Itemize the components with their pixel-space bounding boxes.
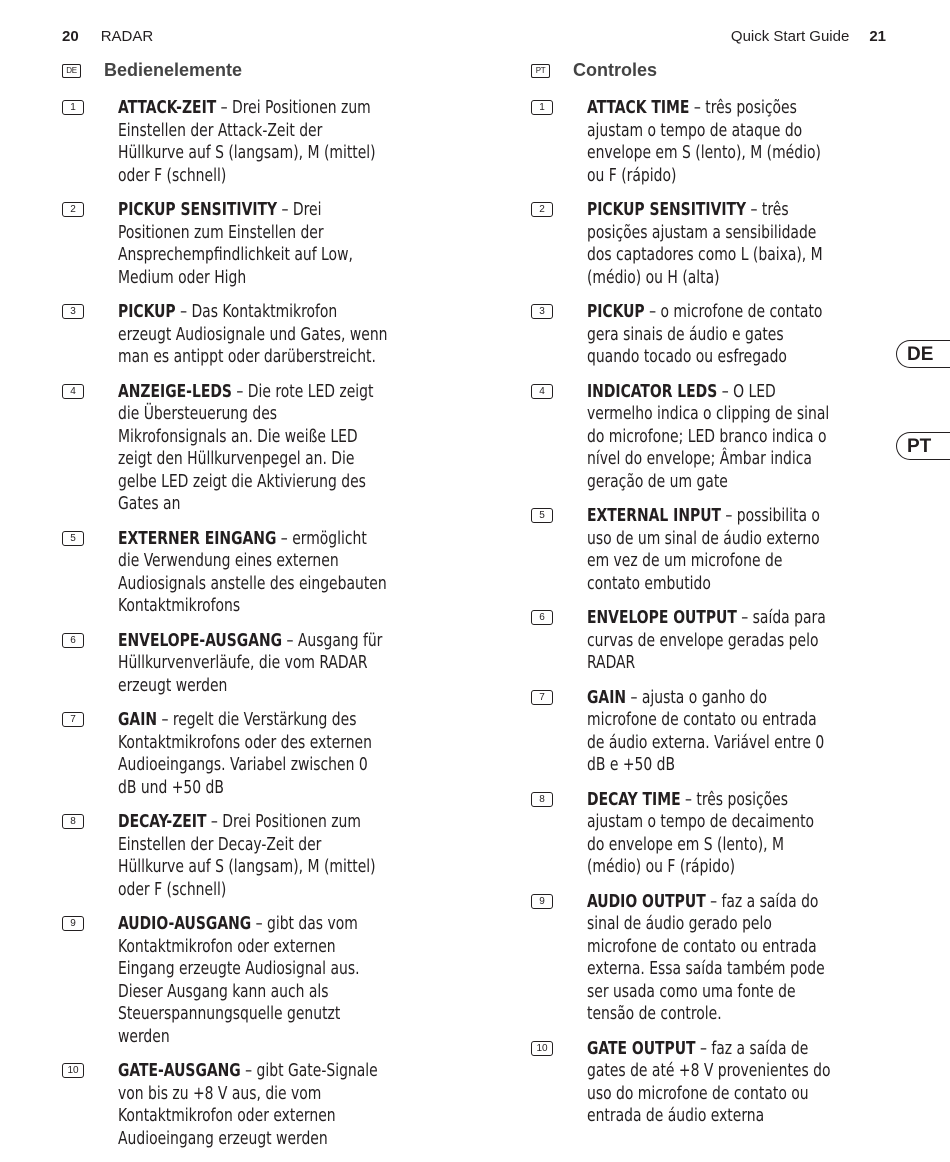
item-body: – regelt die Verstärkung des Kontaktmikrofons oder des externen Audioeingangs. Variabel zwischen 0 dB und +50 dB (118, 709, 372, 798)
left-section-heading (62, 60, 242, 81)
item-description (587, 789, 836, 879)
page-number: 20 (62, 28, 79, 45)
controls-list-pt (531, 97, 876, 1140)
item-body: – Die rote LED zeigt die Übersteuerung des Mikrofonsignals an. Die weiße LED zeigt den Hüllkurvenpegel an. Die gelbe LED zeigt die Aktivierung des Gates an (118, 380, 374, 514)
list-item (62, 97, 432, 187)
controls-list-de (62, 97, 432, 1162)
item-number-badge: 2 (531, 202, 553, 217)
list-item (62, 381, 432, 516)
item-number-badge: 9 (531, 894, 553, 909)
item-title: ANZEIGE-LEDS (118, 380, 232, 402)
item-title: EXTERNER EINGANG (118, 527, 277, 549)
item-number-badge: 6 (62, 633, 84, 648)
item-description (118, 301, 388, 369)
list-item (531, 381, 876, 494)
item-title: EXTERNAL INPUT (587, 505, 721, 526)
item-body: – gibt Gate-Signale von bis zu +8 V aus, die vom Kontaktmikrofon oder externen Audioeingang erzeugt werden (118, 1060, 378, 1149)
item-body: – Ausgang für Hüllkurvenverläufe, die vom RADAR erzeugt werden (118, 629, 383, 696)
running-title: Quick Start Guide (730, 28, 850, 45)
item-number-badge: 1 (62, 100, 84, 115)
item-description (587, 505, 836, 595)
item-body: – Drei Positionen zum Einstellen der Attack-Zeit der Hüllkurve auf S (langsam), M (mittel) oder F (schnell) (118, 97, 376, 186)
item-title: AUDIO-AUSGANG (118, 913, 252, 934)
item-description (587, 891, 836, 1026)
item-description (118, 913, 388, 1048)
item-description (587, 687, 836, 777)
item-title: ENVELOPE OUTPUT (587, 607, 737, 628)
language-code-badge: DE (62, 64, 81, 78)
item-description (118, 199, 388, 289)
item-number-badge: 4 (531, 384, 553, 399)
item-description (587, 381, 836, 494)
list-item (531, 607, 876, 675)
list-item (62, 811, 432, 901)
item-body: – faz a saída de gates de até +8 V provenientes do uso do microfone de contato ou entrada de áudio externa (587, 1037, 831, 1126)
item-description (587, 301, 836, 369)
item-description (118, 630, 388, 698)
item-number-badge: 7 (531, 690, 553, 705)
item-number-badge: 5 (531, 508, 553, 523)
item-description (118, 709, 388, 799)
item-title: GATE OUTPUT (587, 1037, 696, 1059)
item-description (587, 1038, 836, 1128)
item-body: – Das Kontaktmikrofon erzeugt Audiosignale und Gates, wenn man es antippt oder darüberstreicht. (118, 301, 388, 367)
item-body: – o microfone de contato gera sinais de áudio e gates quando tocado ou esfregado (587, 301, 823, 367)
item-description (118, 381, 388, 516)
item-number-badge: 8 (531, 792, 553, 807)
item-title: ENVELOPE-AUSGANG (118, 629, 283, 651)
item-body: – ajusta o ganho do microfone de contato ou entrada de áudio externa. Variável entre 0 dB e +50 dB (587, 686, 825, 775)
item-title: PICKUP (587, 301, 645, 322)
item-body: – três posições ajustam o tempo de ataque do envelope em S (lento), M (médio) ou F (rápido) (587, 97, 821, 186)
list-item (531, 301, 876, 369)
item-body: – ermöglicht die Verwendung eines externen Audiosignals anstelle des eingebauten Kontaktmikrofons (118, 527, 387, 616)
list-item (62, 199, 432, 289)
item-title: PICKUP SENSITIVITY (587, 199, 747, 220)
item-title: PICKUP SENSITIVITY (118, 199, 278, 220)
item-number-badge: 7 (62, 712, 84, 727)
item-body: – saída para curvas de envelope geradas pelo RADAR (587, 607, 826, 673)
list-item (531, 789, 876, 879)
section-title: Bedienelemente (104, 60, 243, 80)
item-title: AUDIO OUTPUT (587, 890, 706, 912)
list-item (531, 505, 876, 595)
item-number-badge: 4 (62, 384, 84, 399)
list-item (531, 687, 876, 777)
item-body: – possibilita o uso de um sinal de áudio externo em vez de um microfone de contato embutido (587, 505, 820, 594)
list-item (62, 528, 432, 618)
item-number-badge: 10 (531, 1041, 553, 1056)
item-title: ATTACK TIME (587, 97, 690, 118)
item-description (587, 607, 836, 675)
section-title: Controles (573, 60, 658, 80)
item-number-badge: 9 (62, 916, 84, 931)
item-description (118, 97, 388, 187)
left-page-header (62, 28, 153, 45)
language-code-badge: PT (531, 64, 550, 78)
item-title: GAIN (587, 686, 627, 708)
item-number-badge: 8 (62, 814, 84, 829)
item-number-badge: 1 (531, 100, 553, 115)
item-body: – faz a saída do sinal de áudio gerado pelo microfone de contato ou entrada externa. Essa saída também pode ser usada como uma fonte de tensão de controle. (587, 890, 825, 1024)
item-body: – três posições ajustam o tempo de decaimento do envelope em S (lento), M (médio) ou F (rápido) (587, 788, 815, 877)
item-description (587, 199, 836, 289)
list-item (531, 199, 876, 289)
item-body: – Drei Positionen zum Einstellen der Ansprechempfindlichkeit auf Low, Medium oder High (118, 199, 353, 288)
item-title: INDICATOR LEDS (587, 380, 718, 402)
list-item (531, 1038, 876, 1128)
list-item (62, 630, 432, 698)
item-title: DECAY-ZEIT (118, 811, 207, 832)
language-tab-de[interactable]: DE (896, 340, 950, 368)
list-item (531, 97, 876, 187)
running-title: RADAR (100, 28, 154, 45)
page-number: 21 (869, 28, 886, 45)
list-item (62, 301, 432, 369)
item-number-badge: 6 (531, 610, 553, 625)
item-body: – três posições ajustam a sensibilidade dos captadores como L (baixa), M (médio) ou H (alta) (587, 199, 823, 288)
item-number-badge: 2 (62, 202, 84, 217)
item-number-badge: 10 (62, 1063, 84, 1078)
item-number-badge: 5 (62, 531, 84, 546)
item-title: PICKUP (118, 301, 176, 322)
item-description (118, 811, 388, 901)
item-description (118, 1060, 388, 1150)
right-page-header (731, 28, 886, 45)
list-item (62, 709, 432, 799)
item-title: GAIN (118, 709, 158, 730)
language-tab-pt[interactable]: PT (896, 432, 950, 460)
item-body: – gibt das vom Kontaktmikrofon oder externen Eingang erzeugte Audiosignal aus. Dieser Ausgang kann auch als Steuerspannungsquelle genutzt werden (118, 913, 360, 1047)
item-number-badge: 3 (531, 304, 553, 319)
item-title: GATE-AUSGANG (118, 1060, 241, 1081)
list-item (531, 891, 876, 1026)
item-description (587, 97, 836, 187)
list-item (62, 1060, 432, 1150)
item-body: – Drei Positionen zum Einstellen der Decay-Zeit der Hüllkurve auf S (langsam), M (mittel) oder F (schnell) (118, 811, 376, 900)
list-item (62, 913, 432, 1048)
item-title: DECAY TIME (587, 788, 681, 810)
item-title: ATTACK-ZEIT (118, 97, 217, 118)
right-section-heading (531, 60, 657, 81)
item-body: – O LED vermelho indica o clipping de sinal do microfone; LED branco indica o nível do envelope; Âmbar indica geração de um gate (587, 380, 830, 492)
item-number-badge: 3 (62, 304, 84, 319)
item-description (118, 528, 388, 618)
